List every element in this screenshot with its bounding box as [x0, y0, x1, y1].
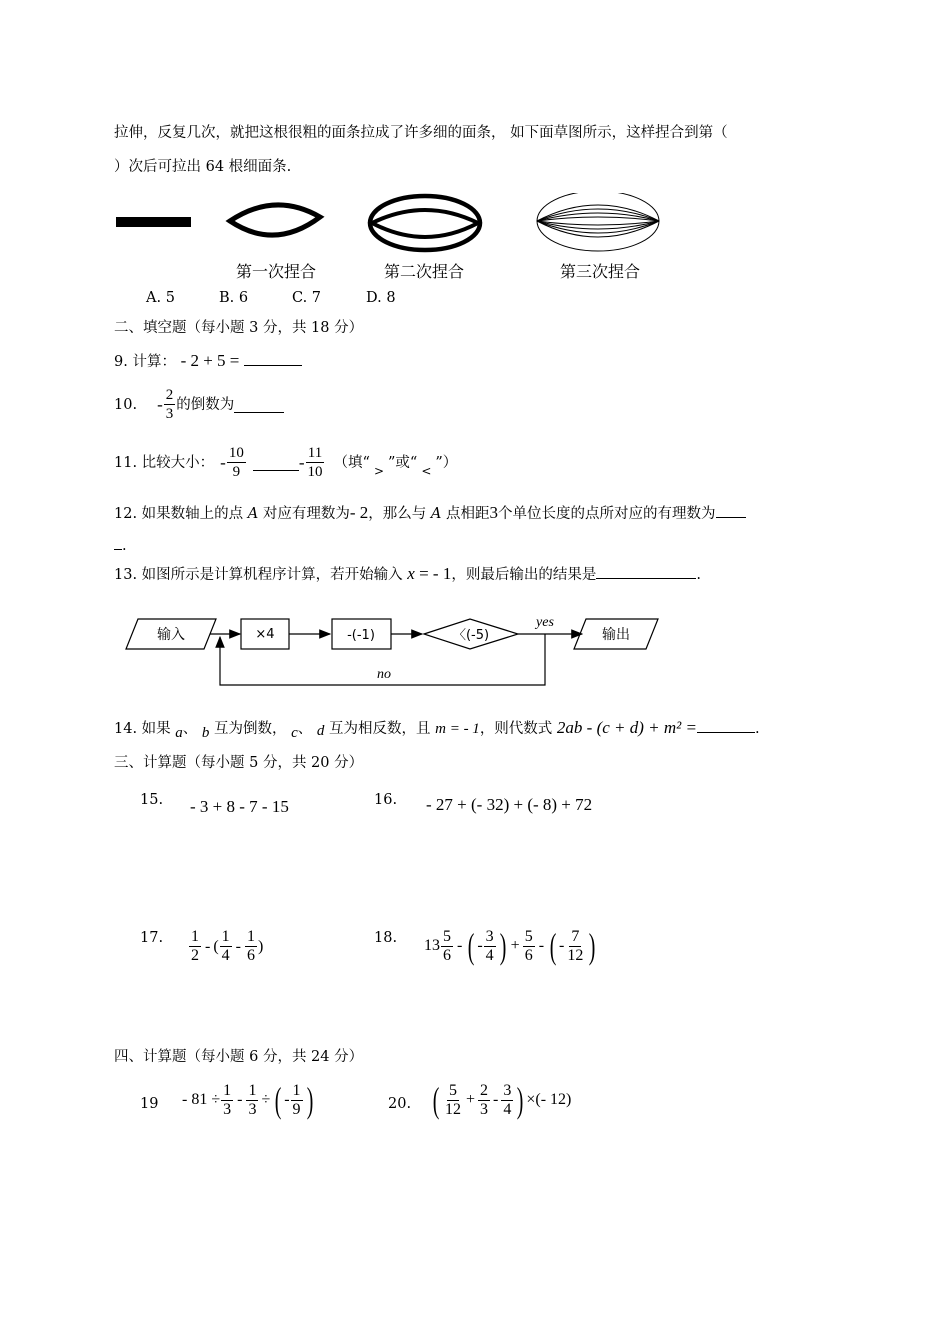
q14-prefix: 14. 如果	[114, 721, 171, 737]
q11-or: ”或“	[388, 454, 418, 471]
answer-blank	[697, 717, 755, 733]
q12-value: - 2	[349, 503, 369, 522]
q15-expression: - 3 + 8 - 7 - 15	[190, 797, 289, 816]
question-12	[114, 502, 746, 524]
q11-fraction-a	[227, 444, 246, 481]
q11-gt: >	[373, 463, 384, 478]
section-2-title: 二、填空题（每小题 3 分，共 18 分）	[114, 320, 364, 336]
q19-lead: - 81 ÷	[182, 1091, 221, 1108]
option-a: A. 5	[146, 290, 175, 306]
q13-eq: = - 1	[414, 564, 452, 583]
q11-lt: <	[421, 463, 432, 478]
option-d: D. 8	[366, 290, 396, 306]
flow-no-label: no	[377, 667, 391, 682]
q16-label: 16.	[374, 792, 398, 808]
q14-t1: 互为倒数，	[209, 721, 287, 737]
answer-blank	[244, 350, 302, 366]
q12-line2: .	[114, 534, 127, 556]
second-fold-inner	[372, 210, 478, 237]
q12-text-b: 对应有理数为	[258, 506, 350, 522]
answer-blank	[253, 455, 299, 471]
q14-a: a	[175, 725, 183, 741]
answer-blank	[596, 563, 696, 579]
q11-hint-open: （填“	[333, 454, 370, 471]
q20-tail: ×(- 12)	[526, 1091, 572, 1108]
flow-subtract-label: -(-1)	[347, 628, 375, 643]
q12-text-d: 点相距	[441, 506, 490, 522]
q10-sign: -	[157, 394, 163, 414]
flow-output-label: 输出	[602, 627, 630, 643]
answer-blank	[234, 397, 284, 413]
flowchart	[120, 605, 670, 695]
q11-fraction-b	[306, 444, 325, 481]
answer-blank-cont	[114, 534, 122, 550]
q20-label: 20.	[388, 1096, 412, 1112]
q11-a-numerator: 10	[228, 445, 244, 461]
fold-label-2: 第二次捏合	[384, 262, 465, 281]
fold-label-1: 第一次捏合	[236, 262, 317, 281]
section-4-title: 四、计算题（每小题 6 分，共 24 分）	[114, 1049, 364, 1065]
q18-whole: 13	[424, 937, 440, 954]
q12-three: 3	[489, 503, 498, 522]
q11-a-denominator: 9	[232, 464, 241, 480]
q10-numerator: 2	[165, 387, 174, 403]
q14-t2: 互为相反数，且	[324, 721, 431, 737]
q12-text-e: 个单位长度的点所对应的有理数为	[498, 506, 716, 522]
q9-expr: - 2 + 5 =	[180, 351, 240, 370]
question-11: 11. 比较大小： - $\frac{10}{9}$ - $\frac{11}{10}$ （填“ > ”或“ < ”）	[114, 445, 458, 480]
question-10	[114, 386, 284, 423]
q11-b-numerator: 11	[307, 445, 323, 461]
q19-expression: - 81 ÷ $\frac{1}{3}$ - $\frac{1}{3}$ ÷ ( - $\frac{1}{9}$ )	[182, 1080, 313, 1120]
q20-expression: ( $\frac{5}{12}$ + $\frac{2}{3}$ - $\frac{3}{4}$ ) ×(- 12)	[432, 1080, 572, 1120]
option-b: B. 6	[219, 290, 249, 306]
q10-suffix: 的倒数为	[176, 396, 235, 413]
flow-condition-label: 〈(-5)	[452, 628, 490, 643]
q11-hint-close: ”）	[435, 454, 458, 471]
flow-multiply-label: ×4	[255, 627, 275, 642]
q13-text-a: 13. 如图所示是计算机程序计算，若开始输入	[114, 567, 403, 583]
q8-line2: ）次后可拉出 64 根细面条.	[114, 159, 292, 175]
q14-d: d	[316, 723, 325, 739]
section-3-title: 三、计算题（每小题 5 分，共 20 分）	[114, 755, 364, 771]
thick-noodle	[116, 217, 191, 227]
q14-expression: 2ab - (c + d) + m² =	[556, 718, 697, 737]
question-14: 14. 如果 a、 b 互为倒数， c、 d 互为相反数，且 m = - 1，则代数式 2ab - (c + d) + m² = .	[114, 718, 760, 741]
q13-text-b: ，则最后输出的结果是	[451, 567, 597, 583]
q14-t3: ，则代数式	[479, 721, 553, 737]
q17-expression: $\frac{1}{2}$ - ( $\frac{1}{4}$ - $\frac{1}{6}$ )	[191, 928, 264, 964]
question-9	[114, 350, 302, 372]
q14-sep1: 、	[182, 721, 198, 737]
q12-text-c: ，那么与	[368, 506, 431, 522]
first-fold-shape	[230, 205, 320, 235]
option-c: C. 7	[292, 290, 322, 306]
question-13: 13. 如图所示是计算机程序计算，若开始输入 x = - 1，则最后输出的结果是 .	[114, 564, 701, 583]
q18-expression: 13 $\frac{5}{6}$ - ( - $\frac{3}{4}$ ) + $\frac{5}{6}$ - ( - $\frac{7}{12}$ )	[424, 926, 596, 966]
q13-x: x	[407, 564, 415, 583]
q17-label: 17.	[140, 930, 164, 946]
q8-line1: 拉伸，反复几次，就把这根很粗的面条拉成了许多细的面条， 如下面草图所示，这样捏合到第（	[114, 125, 728, 141]
q11-prefix: 11. 比较大小：	[114, 454, 215, 471]
answer-blank	[716, 502, 746, 518]
q15-label: 15.	[140, 792, 164, 808]
fold-label-3: 第三次捏合	[560, 262, 641, 281]
q16-expression: - 27 + (- 32) + (- 8) + 72	[426, 795, 593, 814]
q11-b-denominator: 10	[307, 464, 323, 480]
q12-point-a-2: A	[430, 506, 442, 522]
flow-yes-label: yes	[536, 615, 554, 630]
q10-fraction	[164, 386, 176, 423]
flow-input-label: 输入	[157, 627, 185, 643]
q12-point-a: A	[247, 506, 259, 522]
q14-b: b	[201, 725, 210, 741]
q12-text-a: 12. 如果数轴上的点	[114, 506, 248, 522]
third-fold-shape	[537, 193, 659, 251]
q9-prefix: 9. 计算：	[114, 354, 176, 370]
q19-label: 19	[140, 1096, 159, 1112]
q18-label: 18.	[374, 930, 398, 946]
q14-condition: m = - 1	[435, 721, 480, 737]
q14-c: c	[291, 725, 298, 741]
q10-denominator: 3	[165, 406, 174, 422]
q14-sep2: 、	[297, 721, 313, 737]
q10-prefix: 10.	[114, 396, 138, 413]
second-fold-outer	[370, 196, 480, 250]
